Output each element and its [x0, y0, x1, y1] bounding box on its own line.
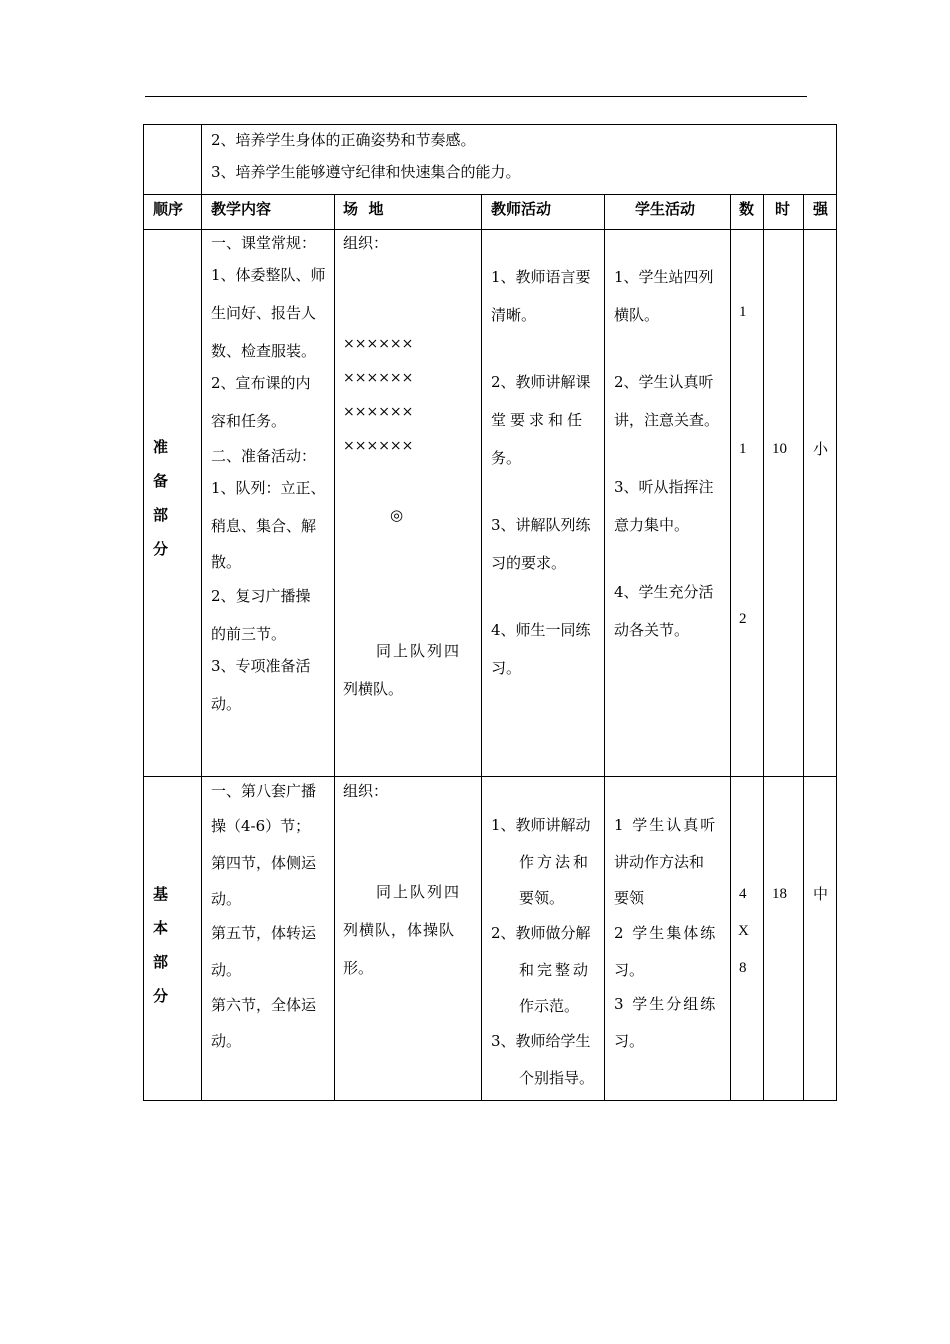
count-value: 2 [739, 611, 747, 627]
teacher-line: 要领。 [519, 889, 565, 907]
teacher-line: 3、教师给学生 [491, 1032, 591, 1050]
venue-note: 同上队列四 [376, 642, 462, 660]
teacher-line: 习的要求。 [491, 554, 567, 572]
content-line: 的前三节。 [211, 625, 287, 643]
teacher-line: 清晰。 [491, 306, 537, 324]
content-line: 1、队列：立正、 [211, 479, 326, 497]
content-line: 1、体委整队、师 [211, 266, 326, 284]
student-line: 要领 [614, 889, 645, 907]
student-line: 4、学生充分活 [614, 583, 714, 601]
teacher-line: 习。 [491, 659, 522, 677]
objective-line: 2、培养学生身体的正确姿势和节奏感。 [211, 131, 476, 149]
count-value: X [738, 923, 749, 939]
teacher-line: 3、讲解队列练 [491, 516, 591, 534]
content-line: 2、复习广播操 [211, 587, 311, 605]
section-label-char: 备 [153, 472, 169, 490]
student-line: 意力集中。 [614, 516, 690, 534]
col-divider [730, 194, 731, 1101]
venue-note: 列横队。 [343, 680, 404, 698]
student-line: 讲，注意关查。 [614, 411, 720, 429]
section-label-char: 基 [153, 885, 169, 903]
teacher-line: 作示范。 [519, 997, 580, 1015]
row-divider [143, 229, 837, 230]
teacher-line: 2、教师做分解 [491, 924, 591, 942]
intensity-value: 小 [813, 440, 829, 458]
student-line: 3 学生分组练 [614, 995, 718, 1013]
header-rule [145, 96, 807, 97]
count-value: 4 [739, 886, 747, 902]
section-label-char: 分 [153, 987, 169, 1005]
col-divider [604, 194, 605, 1101]
content-line: 2、宣布课的内 [211, 374, 311, 392]
teacher-line: 2、教师讲解课 [491, 373, 591, 391]
count-value: 1 [739, 304, 747, 320]
content-line: 一、第八套广播 [211, 782, 317, 800]
col-divider [201, 124, 202, 1101]
content-line: 稍息、集合、解 [211, 517, 317, 535]
section-label-char: 准 [153, 438, 169, 456]
venue-note: 同上队列四 [376, 883, 462, 901]
section-label-char: 部 [153, 506, 169, 524]
teacher-line: 1、教师讲解动 [491, 816, 591, 834]
student-line: 3、听从指挥注 [614, 478, 714, 496]
content-line: 容和任务。 [211, 412, 287, 430]
formation-row: ×××××× [343, 438, 414, 454]
formation-row: ×××××× [343, 370, 414, 386]
header-count: 数 [739, 200, 755, 218]
content-line: 第四节，体侧运 [211, 854, 317, 872]
content-line: 散。 [211, 553, 242, 571]
count-value: 8 [739, 960, 747, 976]
student-line: 2 学生集体练 [614, 924, 718, 942]
formation-row: ×××××× [343, 404, 414, 420]
content-line: 二、准备活动： [211, 447, 317, 465]
header-time: 时 [775, 200, 791, 218]
teacher-line: 和完整动 [519, 961, 592, 979]
student-line: 讲动作方法和 [614, 853, 705, 871]
teacher-position-icon: ◎ [390, 506, 404, 524]
header-student: 学生活动 [635, 200, 696, 218]
content-line: 3、专项准备活 [211, 657, 311, 675]
venue-org-label: 组织： [343, 782, 389, 800]
count-value: 1 [739, 441, 747, 457]
header-content: 教学内容 [211, 200, 272, 218]
teacher-line: 务。 [491, 449, 522, 467]
col-divider [334, 194, 335, 1101]
intensity-value: 中 [813, 885, 829, 903]
teacher-line: 1、教师语言要 [491, 268, 591, 286]
student-line: 2、学生认真听 [614, 373, 714, 391]
content-line: 动。 [211, 961, 242, 979]
col-divider [481, 194, 482, 1101]
col-divider [803, 194, 804, 1101]
section-label-char: 分 [153, 540, 169, 558]
teacher-line: 个别指导。 [519, 1069, 595, 1087]
header-order: 顺序 [153, 200, 184, 218]
header-intensity: 强 [813, 200, 829, 218]
time-value: 18 [772, 886, 787, 902]
col-divider [763, 194, 764, 1101]
header-venue: 场 地 [343, 200, 384, 218]
venue-note: 形。 [343, 959, 374, 977]
content-line: 动。 [211, 890, 242, 908]
teacher-line: 堂要求和任 [491, 411, 587, 429]
header-teacher: 教师活动 [491, 200, 552, 218]
student-line: 动各关节。 [614, 621, 690, 639]
content-line: 第五节，体转运 [211, 924, 317, 942]
row-divider [143, 194, 837, 195]
content-line: 第六节，全体运 [211, 996, 317, 1014]
content-line: 数、检查服装。 [211, 342, 317, 360]
content-line: 操（4-6）节； [211, 817, 311, 835]
student-line: 1、学生站四列 [614, 268, 714, 286]
venue-org-label: 组织： [343, 234, 389, 252]
content-line: 一、课堂常规： [211, 234, 317, 252]
formation-row: ×××××× [343, 336, 414, 352]
objective-line: 3、培养学生能够遵守纪律和快速集合的能力。 [211, 163, 521, 181]
teacher-line: 作方法和 [519, 853, 592, 871]
section-label-char: 部 [153, 953, 169, 971]
student-line: 1 学生认真听 [614, 816, 718, 834]
student-line: 习。 [614, 1032, 645, 1050]
student-line: 横队。 [614, 306, 660, 324]
student-line: 习。 [614, 961, 645, 979]
content-line: 动。 [211, 1032, 242, 1050]
row-divider [143, 776, 837, 777]
venue-note: 列横队，体操队 [343, 921, 456, 939]
content-line: 动。 [211, 695, 242, 713]
time-value: 10 [772, 441, 787, 457]
content-line: 生问好、报告人 [211, 304, 317, 322]
section-label-char: 本 [153, 919, 169, 937]
teacher-line: 4、师生一同练 [491, 621, 591, 639]
